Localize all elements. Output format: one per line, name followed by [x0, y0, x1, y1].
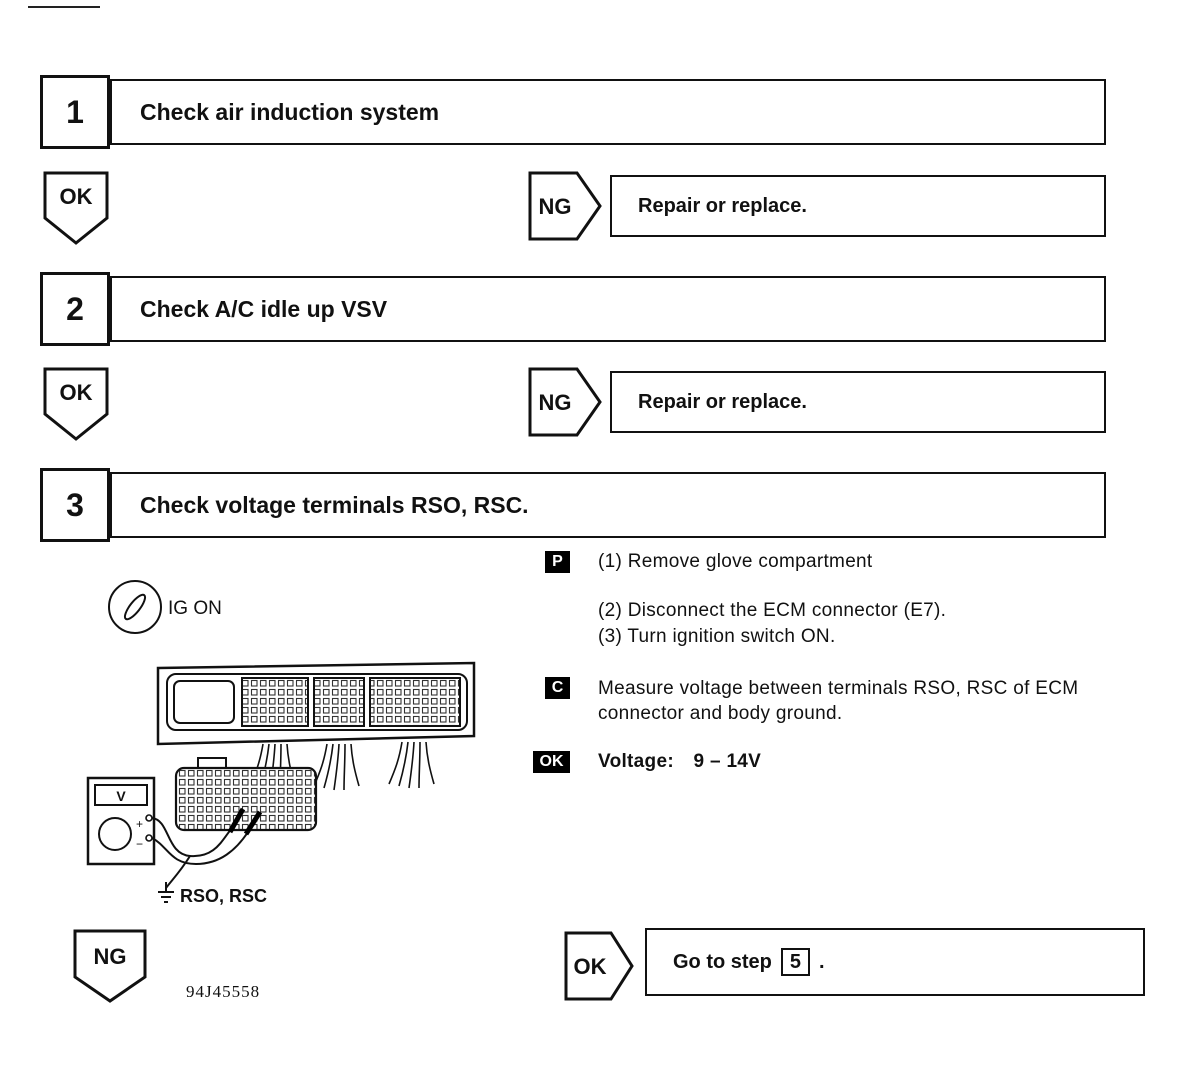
ng-arrow-right-2-label: NG: [538, 390, 572, 415]
step-1-title: Check air induction system: [110, 79, 1106, 145]
goto-step-box: [645, 928, 1145, 996]
ok-arrow-right-final-label: OK: [573, 954, 607, 979]
ng-arrow-down-final: [72, 928, 148, 1004]
step-2-title: Check A/C idle up VSV: [110, 276, 1106, 342]
terminal-label: RSO, RSC: [180, 886, 268, 906]
figure-code: 94J45558: [186, 982, 261, 1001]
ok-arrow-right-final: [563, 930, 635, 1002]
ecm-unit-drawing: [158, 663, 474, 744]
prepare-badge: P: [545, 551, 570, 573]
ok-arrow-down-2-label: OK: [59, 380, 93, 405]
prepare-step-2: (2) Disconnect the ECM connector (E7).: [598, 600, 947, 621]
ecm-connector-drawing: [176, 758, 316, 830]
ok-arrow-down-2: [42, 366, 110, 442]
meter-plus-mark: +: [136, 817, 144, 831]
check-instruction: Measure voltage between terminals RSO, RSC of ECM connector and body ground.: [598, 678, 1079, 724]
ig-on-label: IG ON: [168, 598, 222, 619]
step-1-header: [40, 75, 1106, 151]
voltage-value: 9 – 14V: [693, 751, 762, 772]
step-2-number: 2: [40, 272, 110, 346]
goto-step-number: 5: [781, 948, 810, 976]
ignition-key-icon: [109, 581, 161, 633]
meter-minus-mark: −: [136, 837, 144, 851]
step-2-header: [40, 272, 1106, 348]
goto-prefix: Go to step: [673, 950, 772, 973]
ecm-voltage-check-illustration: [70, 562, 500, 932]
step-3-title: Check voltage terminals RSO, RSC.: [110, 472, 1106, 538]
ng-arrow-right-1: [527, 170, 603, 242]
ground-symbol: [158, 882, 174, 902]
ng-arrow-down-final-label: NG: [93, 944, 127, 969]
voltage-spec: [598, 751, 761, 773]
scan-artifact-line: [28, 6, 100, 8]
ok-badge: OK: [533, 751, 570, 773]
check-badge: C: [545, 677, 570, 699]
ng-arrow-right-1-label: NG: [538, 194, 572, 219]
result-box-1: Repair or replace.: [610, 175, 1106, 237]
voltage-label: Voltage:: [598, 751, 674, 772]
prepare-step-3: (3) Turn ignition switch ON.: [598, 626, 836, 647]
step-3-number: 3: [40, 468, 110, 542]
step-1-number: 1: [40, 75, 110, 149]
prepare-step-1: (1) Remove glove compartment: [598, 551, 873, 572]
ok-arrow-down-1-label: OK: [59, 184, 93, 209]
meter-display-label: V: [116, 788, 126, 804]
ng-arrow-right-2: [527, 366, 603, 438]
result-box-2: Repair or replace.: [610, 371, 1106, 433]
goto-suffix: .: [819, 950, 825, 973]
ok-arrow-down-1: [42, 170, 110, 246]
step-3-header: [40, 468, 1106, 544]
